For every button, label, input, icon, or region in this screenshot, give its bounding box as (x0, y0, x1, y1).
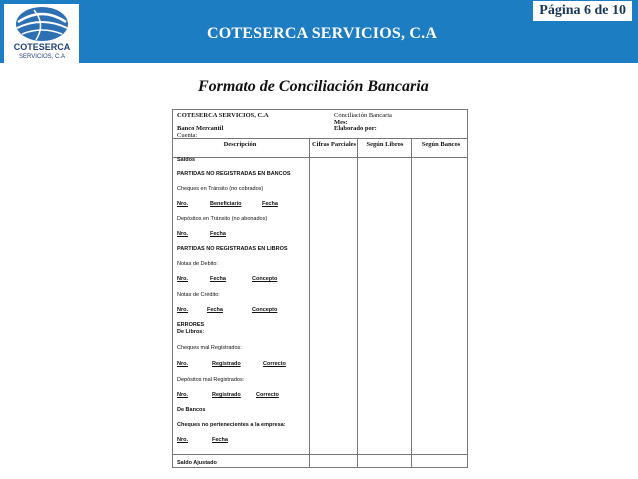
column-per-bank: Según Bancos (421, 141, 461, 148)
row-credit-notes: Notas de Crédito: (177, 292, 220, 298)
sub-nro: Nro. (177, 361, 188, 367)
form-prepared-by: Elaborado por: (334, 125, 377, 132)
row-from-books: De Libros: (177, 329, 205, 335)
row-from-bank: De Bancos (177, 407, 206, 413)
sub-registrado: Registrado (212, 361, 241, 367)
column-header-row (173, 138, 467, 158)
company-title: COTESERCA SERVICIOS, C.A (207, 25, 438, 42)
reconciliation-form (172, 109, 468, 468)
row-adjusted-balance: Saldo Ajustado (177, 460, 217, 466)
sub-nro: Nro. (177, 307, 188, 313)
logo-subname: SERVICIOS, C.A (19, 54, 65, 60)
form-month: Mes: (334, 119, 348, 126)
globe-logo-icon (4, 4, 79, 63)
row-misrecorded-deposits: Depósitos mal Registrados: (177, 377, 245, 383)
sub-fecha: Fecha (210, 276, 226, 282)
sub-nro: Nro. (177, 201, 188, 207)
row-unrecorded-bank: PARTIDAS NO REGISTRADAS EN BANCOS (177, 171, 291, 177)
column-divider (411, 138, 412, 467)
sub-nro: Nro. (177, 231, 188, 237)
form-bank: Banco Mercantil (177, 125, 224, 132)
column-description: Descripción (223, 141, 257, 148)
row-debit-notes: Notas de Debito: (177, 261, 218, 267)
row-errors: ERRORES (177, 322, 205, 328)
form-report-name: Conciliación Bancaria (334, 112, 392, 119)
sub-concepto: Concepto (252, 307, 278, 313)
sub-fecha: Fecha (212, 437, 228, 443)
row-unrecorded-books: PARTIDAS NO REGISTRADAS EN LIBROS (177, 246, 288, 252)
sub-fecha: Fecha (207, 307, 223, 313)
sub-nro: Nro. (177, 437, 188, 443)
sub-fecha: Fecha (262, 201, 278, 207)
logo-name: COTESERCA (13, 42, 71, 52)
sub-correcto: Correcto (256, 392, 279, 398)
row-misrecorded-checks: Cheques mal Registrados: (177, 345, 242, 351)
row-checks-in-transit: Cheques en Tránsito (no cobrados) (177, 186, 264, 192)
form-company: COTESERCA SERVICIOS, C.A (177, 112, 269, 119)
row-deposits-in-transit: Depósitos en Tránsito (no abonados) (177, 216, 268, 222)
column-partial-figures: Cifras Parciales (311, 141, 357, 148)
sub-fecha: Fecha (210, 231, 226, 237)
row-saldos: Saldos (177, 157, 196, 163)
sub-nro: Nro. (177, 392, 188, 398)
column-divider (309, 138, 310, 467)
company-logo (4, 4, 79, 63)
total-divider (173, 454, 467, 455)
row-foreign-checks: Cheques no pertenecientes a la empresa: (177, 422, 286, 428)
sub-beneficiario: Beneficiario (210, 201, 242, 207)
sub-registrado: Registrado (212, 392, 241, 398)
form-account: Cuenta: (177, 132, 198, 139)
sub-correcto: Correcto (263, 361, 286, 367)
sub-nro: Nro. (177, 276, 188, 282)
column-divider (357, 138, 358, 467)
header-banner (0, 0, 638, 63)
column-per-books: Según Libros (366, 141, 404, 148)
sub-concepto: Concepto (252, 276, 278, 282)
page-number: Página 6 de 10 (533, 1, 632, 21)
document-title: Formato de Conciliación Bancaria (198, 78, 429, 95)
